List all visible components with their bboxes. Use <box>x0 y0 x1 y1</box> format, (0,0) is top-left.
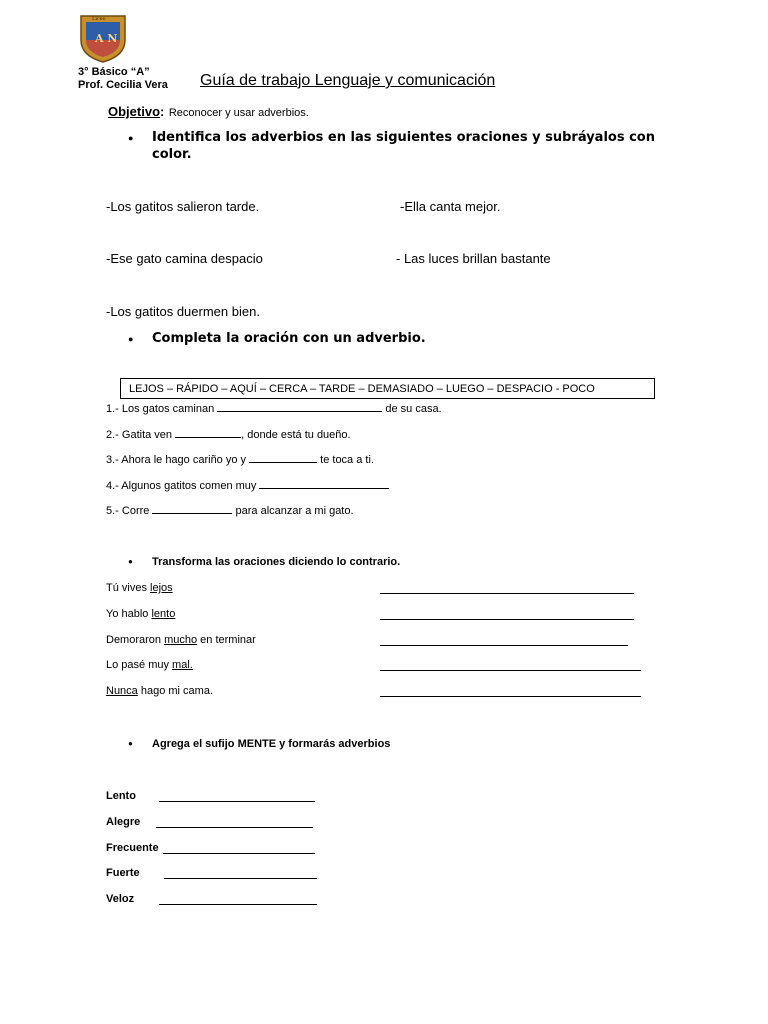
opposite-row-4-word: mal. <box>172 659 193 671</box>
suffix-word-2-answer[interactable] <box>156 827 313 828</box>
shield-logo-icon <box>78 12 128 64</box>
page-title: Guía de trabajo Lenguaje y comunicación <box>200 72 496 89</box>
word-bank-text: LEJOS – RÁPIDO – AQUÍ – CERCA – TARDE – DEMASIADO – LUEGO – DESPACIO - POCO <box>129 383 595 395</box>
fill-item-1-before: 1.- Los gatos caminan <box>106 403 215 415</box>
fill-item-4-before: 4.- Algunos gatitos comen muy <box>106 480 257 492</box>
opposite-row-3-pre: Demoraron <box>106 634 165 646</box>
opposite-row-1-pre: Tú vives <box>106 582 151 594</box>
fill-item-3-after: te toca a ti. <box>320 454 374 466</box>
fill-item-3-before: 3.- Ahora le hago cariño yo y <box>106 454 247 466</box>
opposite-row-2-answer[interactable] <box>380 619 634 620</box>
fill-item-2-blank[interactable] <box>175 427 241 438</box>
suffix-word-5: Veloz <box>106 893 135 905</box>
sentence-1: -Los gatitos salieron tarde. <box>106 199 260 214</box>
section3-bullet: ● <box>128 557 133 566</box>
suffix-word-4-answer[interactable] <box>164 878 317 879</box>
fill-item-3 <box>106 452 374 466</box>
section1-bullet: ● <box>128 133 134 143</box>
opposite-row-3 <box>106 634 256 646</box>
suffix-word-5-answer[interactable] <box>159 904 317 905</box>
opposite-row-3-answer[interactable] <box>380 645 628 646</box>
objective <box>108 103 309 121</box>
word-bank-box <box>120 378 655 399</box>
sentence-3: -Ese gato camina despacio <box>106 251 263 266</box>
suffix-word-2: Alegre <box>106 816 141 828</box>
logo-letter-a: A N <box>95 32 118 45</box>
fill-item-2-after: , donde está tu dueño. <box>241 429 351 441</box>
sentence-2: -Ella canta mejor. <box>400 199 501 214</box>
opposite-row-1 <box>106 582 173 594</box>
opposite-row-5 <box>106 685 213 697</box>
section3-instruction: Transforma las oraciones diciendo lo contrario. <box>152 556 401 568</box>
grade-label: 3° Básico “A” <box>78 66 150 78</box>
opposite-row-5-answer[interactable] <box>380 696 641 697</box>
suffix-word-3: Frecuente <box>106 842 159 854</box>
opposite-row-1-word: lejos <box>150 582 173 594</box>
suffix-word-1-answer[interactable] <box>159 801 315 802</box>
fill-item-5-before: 5.- Corre <box>106 505 150 517</box>
sentence-4: - Las luces brillan bastante <box>396 251 551 266</box>
opposite-row-3-post: en terminar <box>197 634 256 646</box>
section4-instruction: Agrega el sufijo MENTE y formarás adverbios <box>152 738 391 750</box>
opposite-row-4-pre: Lo pasé muy <box>106 659 173 671</box>
objective-text: Reconocer y usar adverbios. <box>168 107 309 119</box>
fill-item-2 <box>106 427 351 441</box>
opposite-row-2-pre: Yo hablo <box>106 608 152 620</box>
fill-item-5-after: para alcanzar a mi gato. <box>235 505 354 517</box>
fill-item-1-after: de su casa. <box>385 403 442 415</box>
fill-item-1 <box>106 401 442 415</box>
opposite-row-2 <box>106 608 175 620</box>
opposite-row-5-post: hago mi cama. <box>137 685 213 697</box>
section2-bullet: ● <box>128 334 134 344</box>
suffix-word-1: Lento <box>106 790 136 802</box>
opposite-row-2-word: lento <box>151 608 176 620</box>
fill-item-5 <box>106 503 354 517</box>
opposite-row-4-answer[interactable] <box>380 670 641 671</box>
section1-instruction-line1: Identifica los adverbios en las siguientes oraciones y subráyalos con <box>152 130 655 145</box>
objective-colon: : <box>160 104 165 119</box>
opposite-row-3-word: mucho <box>164 634 198 646</box>
logo-top-text: Liceo <box>92 16 106 22</box>
section2-instruction: Completa la oración con un adverbio. <box>152 331 426 346</box>
fill-item-4 <box>106 478 389 492</box>
opposite-row-4 <box>106 659 193 671</box>
section4-bullet: ● <box>128 739 133 748</box>
fill-item-2-before: 2.- Gatita ven <box>106 429 173 441</box>
school-logo <box>78 12 128 64</box>
objective-label: Objetivo <box>108 104 161 119</box>
suffix-word-4: Fuerte <box>106 867 140 879</box>
fill-item-4-blank[interactable] <box>259 478 389 489</box>
teacher-label: Prof. Cecilia Vera <box>78 79 168 91</box>
opposite-row-5-word: Nunca <box>106 685 138 697</box>
fill-item-1-blank[interactable] <box>217 401 382 412</box>
section1-instruction-line2: color. <box>152 147 192 162</box>
opposite-row-1-answer[interactable] <box>380 593 634 594</box>
fill-item-5-blank[interactable] <box>152 503 232 514</box>
suffix-word-3-answer[interactable] <box>163 853 315 854</box>
sentence-5: -Los gatitos duermen bien. <box>106 304 260 319</box>
fill-item-3-blank[interactable] <box>249 452 317 463</box>
